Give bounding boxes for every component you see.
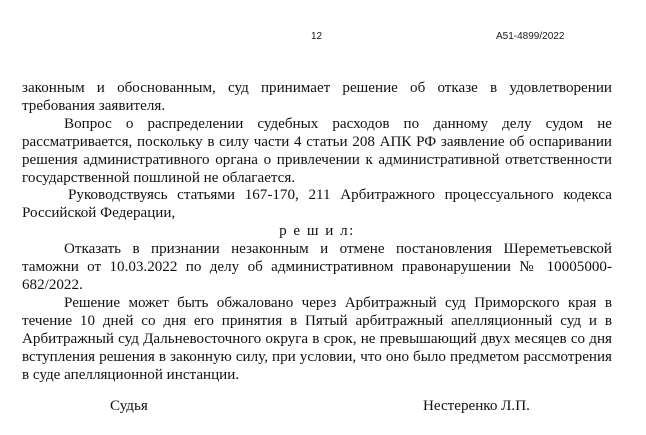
paragraph-refuse: Отказать в признании незаконным и отмене постановления Шереметьевской таможни от 10.03.2022 по делу об административном правонарушении № 10005000-682/2022. bbox=[22, 241, 612, 293]
paragraph-conclusion: законным и обоснованным, суд принимает решение об отказе в удовлетворении требования заявителя. bbox=[22, 80, 612, 114]
judge-label: Судья bbox=[110, 398, 148, 414]
judge-name: Нестеренко Л.П. bbox=[423, 398, 530, 414]
document-body bbox=[22, 80, 612, 384]
resolved-heading: р е ш и л: bbox=[279, 223, 355, 240]
paragraph-guided-by: Руководствуясь статьями 167-170, 211 Арбитражного процессуального кодекса Российской Федерации, bbox=[22, 187, 612, 222]
page-number: 12 bbox=[311, 31, 323, 42]
paragraph-appeal: Решение может быть обжаловано через Арбитражный суд Приморского края в течение 10 дней со дня его принятия в Пятый арбитражный апелляционный суд и в Арбитражный суд Дальневосточного округа в срок, не превышающий двух месяцев со дня вступления решения в законную силу, при условии, что оно было предметом рассмотрения в суде апелляционной инстанции. bbox=[22, 294, 612, 383]
case-number: А51-4899/2022 bbox=[496, 31, 565, 42]
paragraph-court-costs: Вопрос о распределении судебных расходов по данному делу судом не рассматривается, поскольку в силу части 4 статьи 208 АПК РФ заявление об оспаривании решения административного органа о привлечении к административной ответственности государственной пошлиной не облагается. bbox=[22, 115, 612, 186]
